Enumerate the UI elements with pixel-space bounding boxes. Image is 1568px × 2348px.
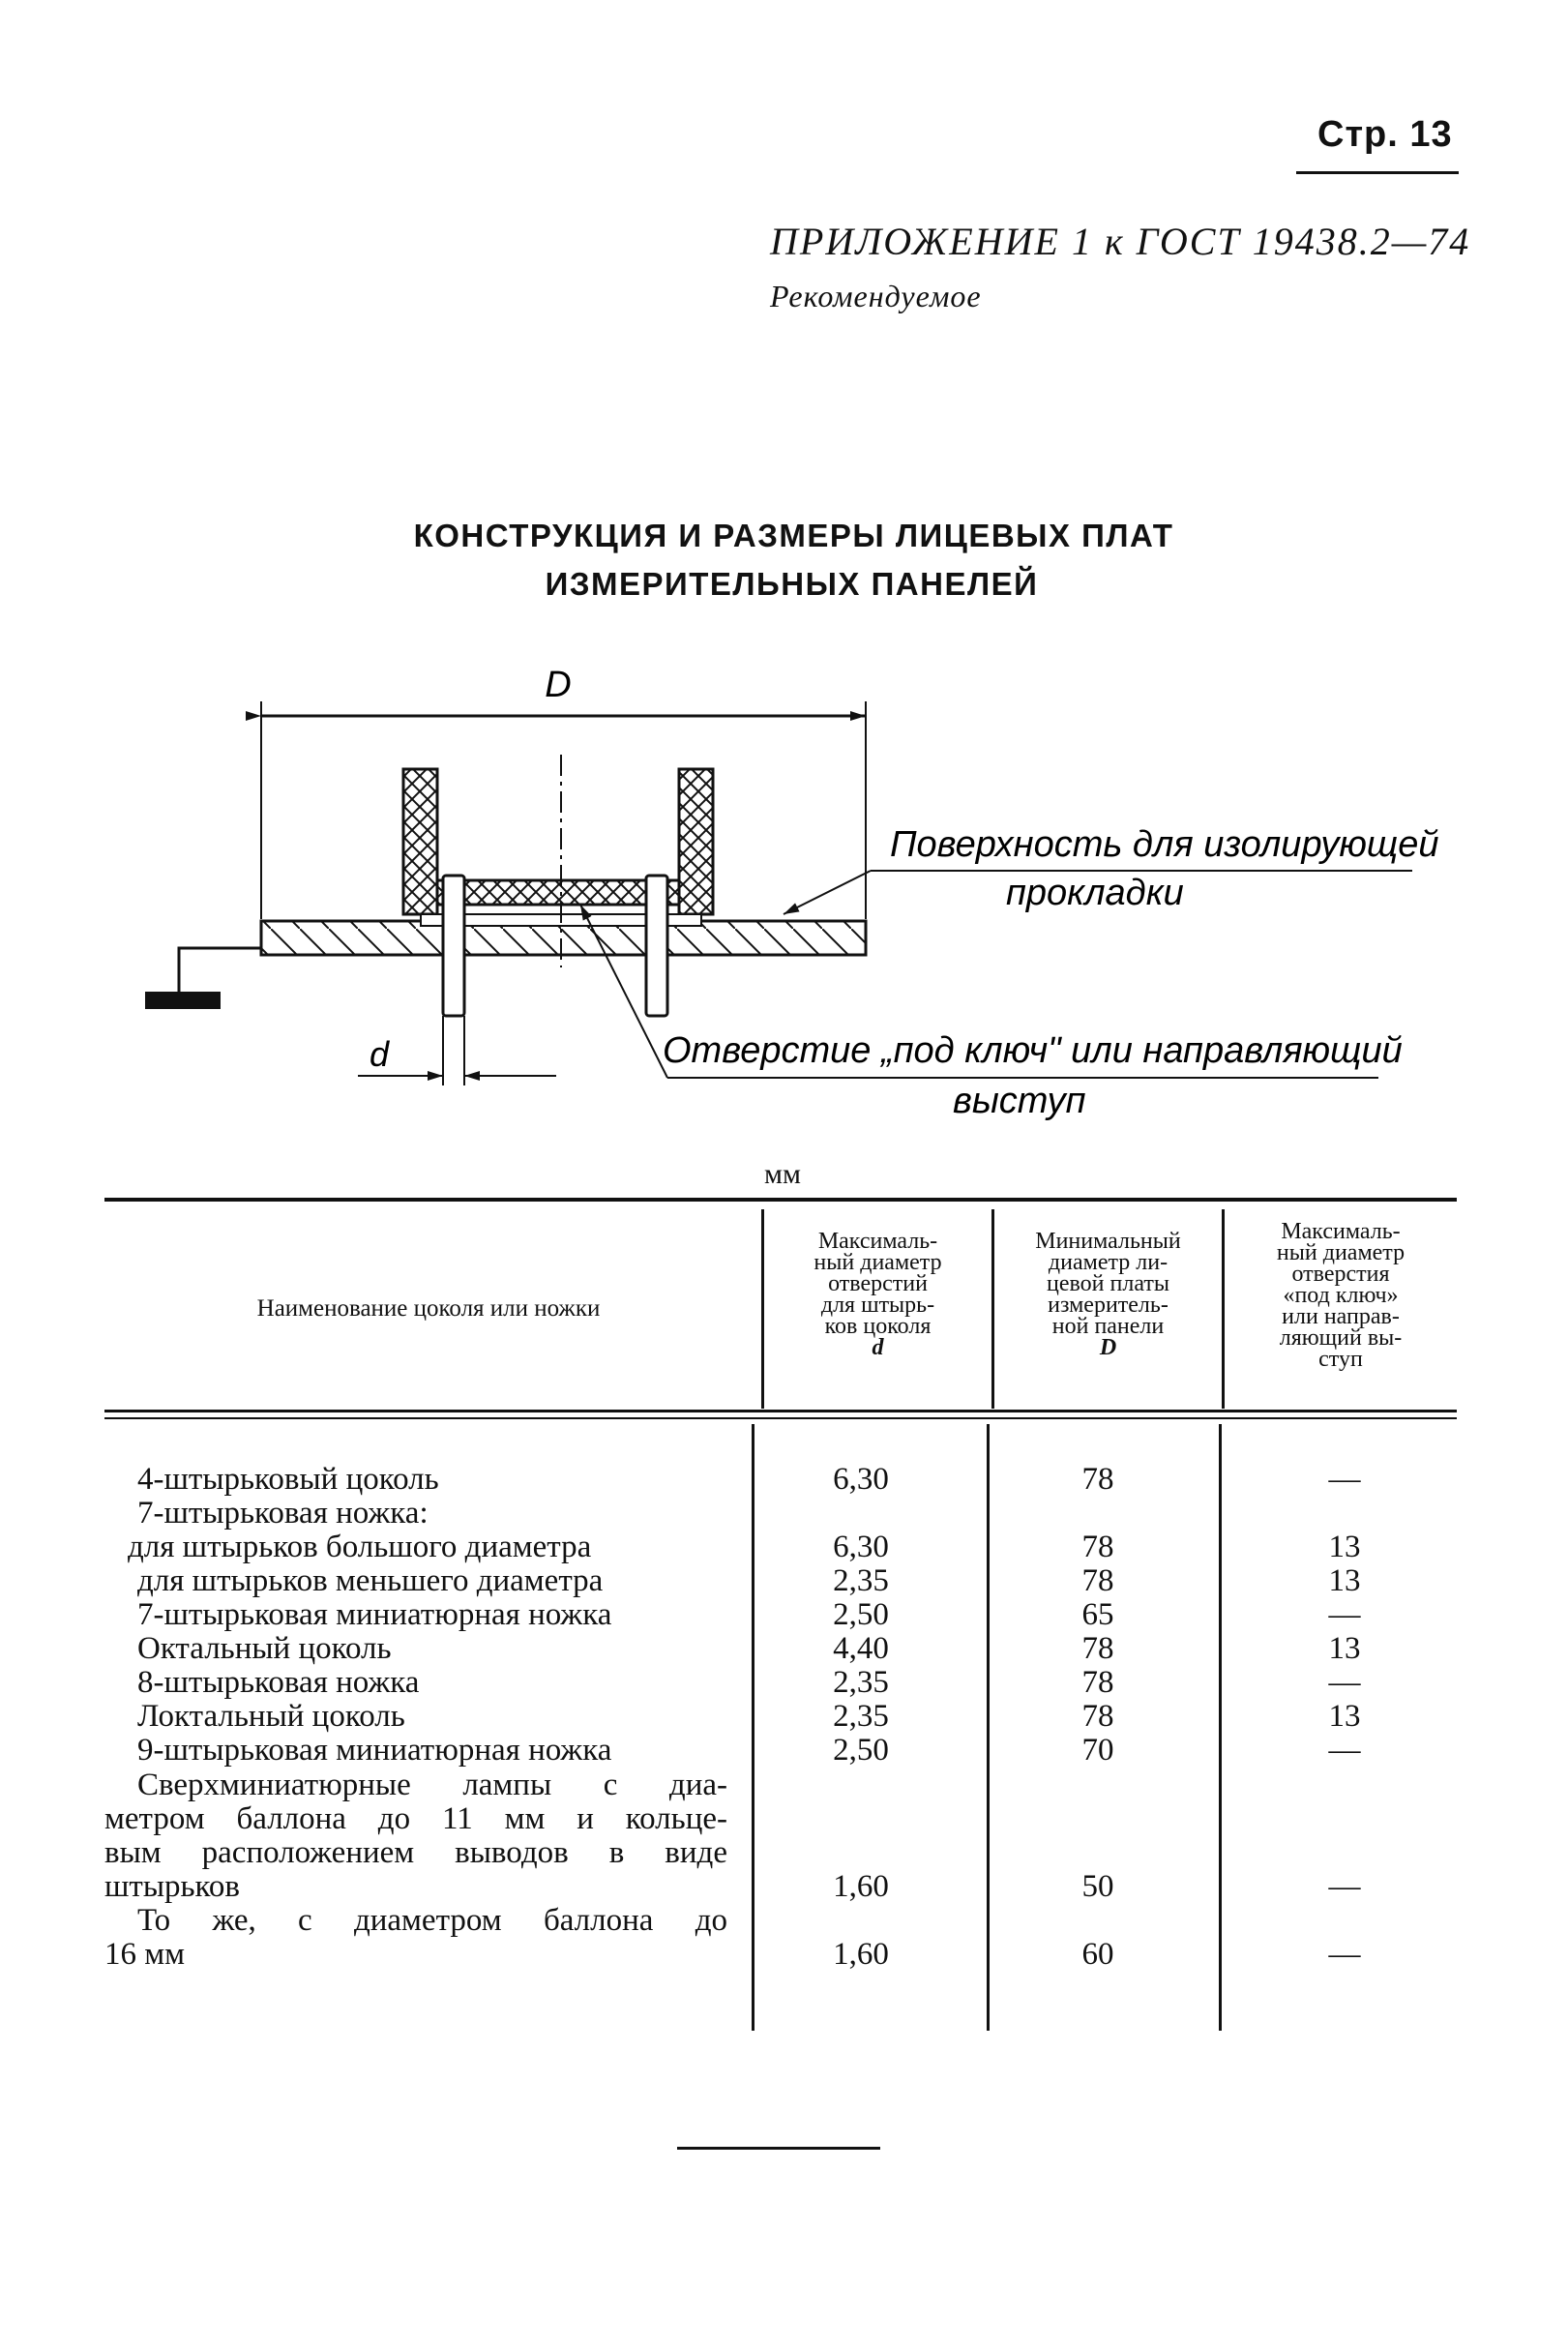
- cell-D: 78: [1081, 1699, 1114, 1734]
- cell-D: 78: [1081, 1665, 1114, 1700]
- cell-D: 50: [1081, 1869, 1114, 1904]
- ground-symbol: [145, 992, 221, 1009]
- row-name: 8-штырьковая ножка: [137, 1665, 420, 1700]
- hole-callout-line-1: Отверстие „под ключ" или направляющий: [663, 1030, 1403, 1071]
- cell-d: 2,35: [833, 1665, 889, 1700]
- cell-key: —: [1328, 1665, 1361, 1700]
- row-name: Локтальный цоколь: [137, 1699, 405, 1734]
- cell-key: —: [1328, 1869, 1361, 1904]
- cell-d: 1,60: [833, 1937, 889, 1972]
- cup-right-wall: [679, 769, 713, 914]
- surface-callout-line-2: прокладки: [1006, 873, 1184, 913]
- cell-key: 13: [1328, 1530, 1361, 1564]
- cell-d: 2,35: [833, 1699, 889, 1734]
- cell-D: 65: [1081, 1597, 1114, 1632]
- surface-leader: [784, 871, 871, 914]
- cell-D: 78: [1081, 1563, 1114, 1598]
- column-header-key-hole: Максималь- ный диаметр отверстия «под ключ» или направ- ляющий вы- ступ: [1276, 1219, 1405, 1372]
- row-name: для штырьков меньшего диаметра: [137, 1563, 604, 1598]
- row-name: для штырьков большого диаметра: [128, 1530, 592, 1564]
- cell-d: 6,30: [833, 1462, 889, 1497]
- panel-cross-section-diagram: [126, 668, 1480, 1132]
- page-title-line-1: КОНСТРУКЦИЯ И РАЗМЕРЫ ЛИЦЕВЫХ ПЛАТ: [413, 518, 1174, 553]
- closing-rule: [677, 2147, 880, 2150]
- cell-d: 2,50: [833, 1733, 889, 1768]
- cell-D: 70: [1081, 1733, 1114, 1768]
- column-header-plate-diameter: Минимальный диаметр ли- цевой платы измеритель- ной панели D: [1035, 1229, 1181, 1360]
- cell-key: —: [1328, 1462, 1361, 1497]
- row-name: Октальный цоколь: [137, 1631, 392, 1666]
- body-divider: [752, 1424, 754, 2031]
- column-header-name: Наименование цоколя или ножки: [256, 1295, 601, 1322]
- surface-callout-line-1: Поверхность для изолирующей: [890, 824, 1439, 865]
- cell-d: 2,35: [833, 1563, 889, 1598]
- column-header-hole-diameter: Максималь- ный диаметр отверстий для штырь- ков цоколя d: [814, 1229, 942, 1360]
- page-number: Стр. 13: [1317, 114, 1453, 155]
- pin-right: [646, 876, 667, 1016]
- table-top-rule: [104, 1198, 1457, 1202]
- row-name: 7-штырьковая ножка:: [137, 1496, 429, 1531]
- body-divider: [1219, 1424, 1222, 2031]
- cell-key: —: [1328, 1937, 1361, 1972]
- row-name: 7-штырьковая миниатюрная ножка: [137, 1597, 612, 1632]
- row-name-line: штырьков: [104, 1869, 240, 1904]
- cell-key: 13: [1328, 1631, 1361, 1666]
- page-number-underline: [1296, 171, 1459, 174]
- hole-callout-line-2: выступ: [953, 1081, 1086, 1121]
- dimension-label-D: D: [545, 668, 572, 705]
- pin-left: [443, 876, 464, 1016]
- cell-key: —: [1328, 1733, 1361, 1768]
- cell-d: 2,50: [833, 1597, 889, 1632]
- table-unit: мм: [764, 1158, 801, 1190]
- cell-D: 60: [1081, 1937, 1114, 1972]
- cup-bottom-plate: [437, 880, 679, 905]
- table-header-rule-double: [104, 1417, 1457, 1419]
- row-name-line: Сверхминиатюрные лампы с диа-: [137, 1768, 727, 1802]
- cell-D: 78: [1081, 1462, 1114, 1497]
- cup-left-wall: [403, 769, 437, 914]
- cell-key: —: [1328, 1597, 1361, 1632]
- cell-key: 13: [1328, 1563, 1361, 1598]
- cell-key: 13: [1328, 1699, 1361, 1734]
- row-name-line: метром баллона до 11 мм и кольце-: [104, 1801, 727, 1836]
- page-title-line-2: ИЗМЕРИТЕЛЬНЫХ ПАНЕЛЕЙ: [545, 566, 1039, 602]
- row-name-line: То же, с диаметром баллона до: [137, 1903, 727, 1938]
- recommended-label: Рекомендуемое: [770, 279, 982, 313]
- cell-d: 6,30: [833, 1530, 889, 1564]
- cell-d: 1,60: [833, 1869, 889, 1904]
- dimension-label-d: d: [369, 1034, 390, 1074]
- cell-D: 78: [1081, 1530, 1114, 1564]
- row-name: 9-штырьковая миниатюрная ножка: [137, 1733, 612, 1768]
- row-name: 4-штырьковый цоколь: [137, 1462, 439, 1497]
- appendix-heading: ПРИЛОЖЕНИЕ 1 к ГОСТ 19438.2—74: [770, 220, 1471, 263]
- row-name-line: вым расположением выводов в виде: [104, 1835, 727, 1870]
- cell-d: 4,40: [833, 1631, 889, 1666]
- table-header-rule: [104, 1410, 1457, 1412]
- body-divider: [987, 1424, 990, 2031]
- row-name-line: 16 мм: [104, 1937, 186, 1972]
- cell-D: 78: [1081, 1631, 1114, 1666]
